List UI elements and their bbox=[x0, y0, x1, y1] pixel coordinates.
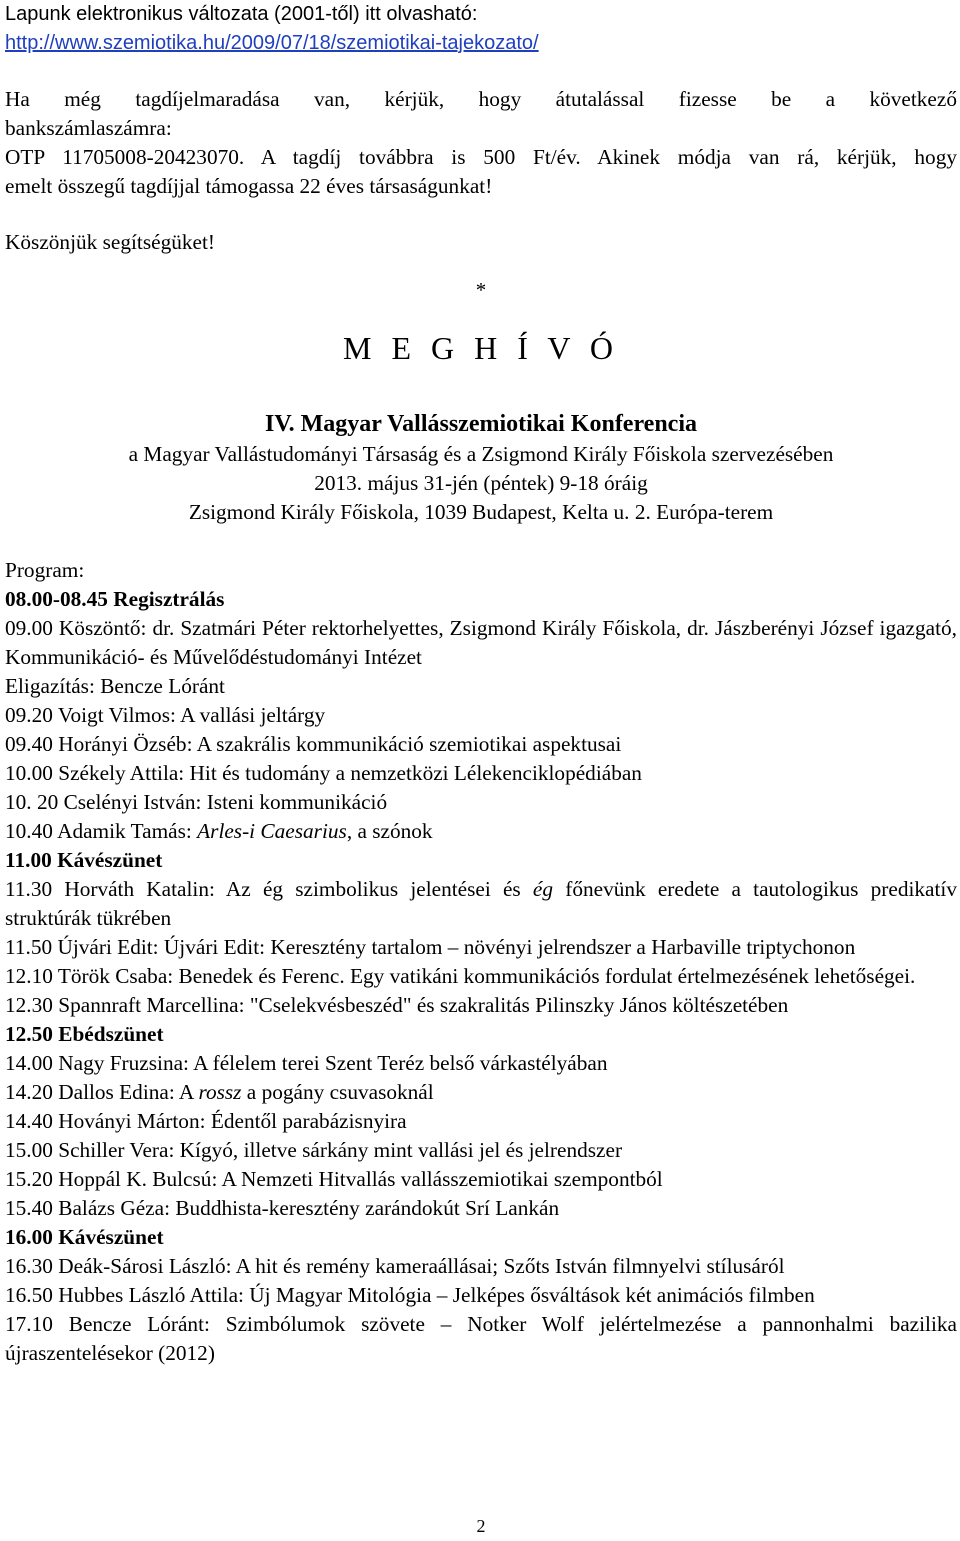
program-item: 09.20 Voigt Vilmos: A vallási jeltárgy bbox=[5, 703, 326, 727]
page-number: 2 bbox=[476, 1516, 486, 1536]
program-item: 09.40 Horányi Özséb: A szakrális kommunikáció szemiotikai aspektusai bbox=[5, 732, 622, 756]
program-item bbox=[5, 1078, 957, 1107]
thanks-text: Köszönjük segítségüket! bbox=[5, 230, 215, 254]
intro-line-4: emelt összegű tagdíjjal támogassa 22 éves társaságunkat! bbox=[5, 174, 493, 198]
program-item: 16.50 Hubbes László Attila: Új Magyar Mitológia – Jelképes ősváltások két animációs filmben bbox=[5, 1283, 815, 1307]
header bbox=[5, 0, 957, 58]
item-text: 14.20 Dallos Edina: A bbox=[5, 1080, 199, 1104]
program-item: 09.00 Köszöntő: dr. Szatmári Péter rektorhelyettes, Zsigmond Király Főiskola, dr. Jászberényi József igazgató, Kommunikáció- és Művelődéstudományi Intézet bbox=[5, 616, 957, 669]
program-item: 16.30 Deák-Sárosi László: A hit és remény kameraállásai; Szőts István filmnyelvi stílusáról bbox=[5, 1254, 785, 1278]
program-item: 15.40 Balázs Géza: Buddhista-keresztény zarándokút Srí Lankán bbox=[5, 1196, 560, 1220]
item-italic-text: rossz bbox=[198, 1080, 242, 1104]
item-text: , a szónok bbox=[346, 819, 433, 843]
conference-date: 2013. május 31-jén (péntek) 9-18 óráig bbox=[314, 471, 648, 495]
intro-line-2: bankszámlaszámra: bbox=[5, 116, 172, 140]
program-list bbox=[5, 614, 957, 1368]
conference-info bbox=[5, 408, 957, 527]
separator: * bbox=[475, 278, 487, 302]
program-item: 10. 20 Cselényi István: Isteni kommunikáció bbox=[5, 790, 388, 814]
item-italic-text: Arles-i Caesarius bbox=[197, 819, 347, 843]
conference-organizer: a Magyar Vallástudományi Társaság és a Zsigmond Király Főiskola szervezésében bbox=[128, 442, 834, 466]
program bbox=[5, 556, 957, 1368]
conference-name: IV. Magyar Vallásszemiotikai Konferencia bbox=[265, 411, 697, 437]
program-label: Program: bbox=[5, 558, 85, 582]
program-item: 14.40 Hoványi Márton: Édentől parabázisnyira bbox=[5, 1109, 407, 1133]
program-item: 17.10 Bencze Lóránt: Szimbólumok szövete – Notker Wolf jelértelmezése a pannonhalmi bazilika újraszentelésekor (2012) bbox=[5, 1312, 957, 1365]
intro-paragraph bbox=[5, 85, 957, 201]
item-text: 10.40 Adamik Tamás: bbox=[5, 819, 198, 843]
program-item: Eligazítás: Bencze Lóránt bbox=[5, 674, 225, 698]
program-item: 12.30 Spannraft Marcellina: "Cselekvésbeszéd" és szakralitás Pilinszky János költészetében bbox=[5, 993, 789, 1017]
item-text: 11.30 Horváth Katalin: Az ég szimbolikus jelentései és bbox=[5, 877, 533, 901]
item-italic-text: ég bbox=[532, 877, 554, 901]
program-item: 11.50 Újvári Edit: Újvári Edit: Keresztény tartalom – növényi jelrendszer a Harbaville triptychonon bbox=[5, 935, 856, 959]
page-title: M E G H Í V Ó bbox=[343, 330, 619, 366]
program-item: 14.00 Nagy Fruzsina: A félelem terei Szent Teréz belső várkastélyában bbox=[5, 1051, 608, 1075]
program-item: 15.00 Schiller Vera: Kígyó, illetve sárkány mint vallási jel és jelrendszer bbox=[5, 1138, 623, 1162]
intro-line-3: OTP 11705008-20423070. A tagdíj továbbra is 500 Ft/év. Akinek módja van rá, kérjük, hogy bbox=[5, 145, 957, 169]
program-registration: 08.00-08.45 Regisztrálás bbox=[5, 587, 225, 611]
program-item bbox=[5, 875, 957, 933]
item-text: a pogány csuvasoknál bbox=[241, 1080, 434, 1104]
program-item: 12.10 Török Csaba: Benedek és Ferenc. Egy vatikáni kommunikációs fordulat értelmezésének lehetőségei. bbox=[5, 964, 916, 988]
intro-line-1: Ha még tagdíjelmaradása van, kérjük, hogy átutalással fizesse be a következő bbox=[5, 87, 957, 111]
header-link[interactable]: http://www.szemiotika.hu/2009/07/18/szemiotikai-tajekozato/ bbox=[5, 32, 539, 54]
header-text: Lapunk elektronikus változata (2001-től) itt olvasható: bbox=[5, 3, 478, 25]
program-item: 11.00 Kávészünet bbox=[5, 848, 163, 872]
program-item: 16.00 Kávészünet bbox=[5, 1225, 164, 1249]
program-item: 15.20 Hoppál K. Bulcsú: A Nemzeti Hitvallás vallásszemiotikai szempontból bbox=[5, 1167, 663, 1191]
program-item bbox=[5, 817, 957, 846]
item-text: főnevünk eredete a tautologikus predikatív struktúrák tükrében bbox=[5, 877, 957, 930]
program-item: 10.00 Székely Attila: Hit és tudomány a nemzetközi Lélekenciklopédiában bbox=[5, 761, 642, 785]
conference-venue: Zsigmond Király Főiskola, 1039 Budapest, Kelta u. 2. Európa-terem bbox=[188, 500, 774, 524]
program-item: 12.50 Ebédszünet bbox=[5, 1022, 164, 1046]
